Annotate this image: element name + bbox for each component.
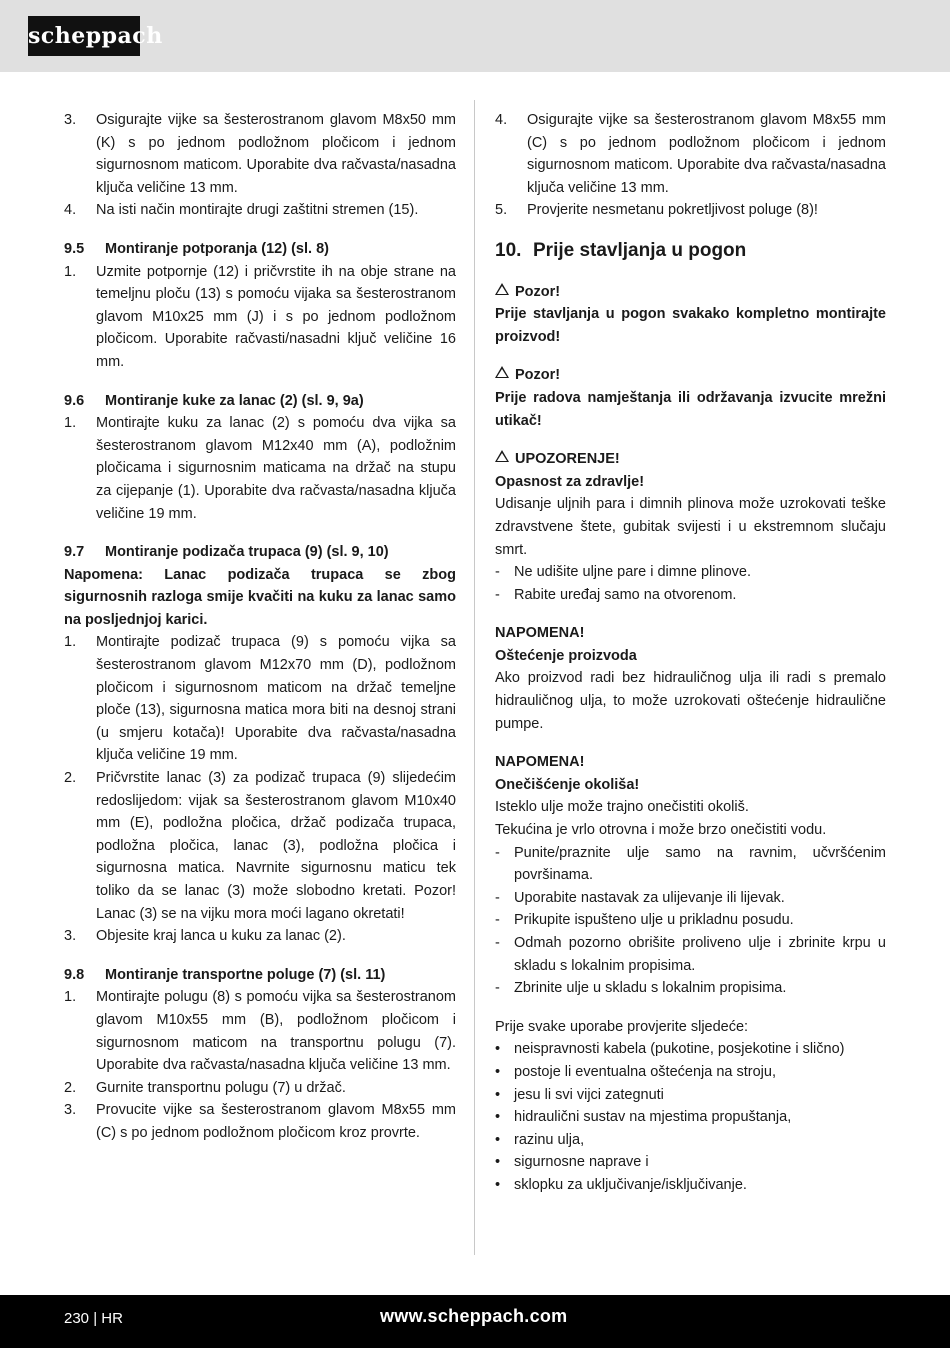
section-heading-9-6: 9.6 Montiranje kuke za lanac (2) (sl. 9, 9a): [64, 392, 364, 409]
list-item: • neispravnosti kabela (pukotine, posjekotine i slično): [495, 1041, 845, 1058]
warning-triangle-icon: [495, 366, 509, 378]
section-heading-9-5: 9.5 Montiranje potporanja (12) (sl. 8): [64, 240, 329, 257]
warning-label: UPOZORENJE!: [495, 448, 886, 471]
note-text: Tekućina je vrlo otrovna i može brzo onečistiti vodu.: [495, 822, 827, 839]
list-item: • sklopku za uključivanje/isključivanje.: [495, 1176, 747, 1193]
list-item: 1. Montirajte podizač trupaca (9) s pomoću vijka sa šesterostranom glavom M12x70 mm (D), podložnom pločicom i sigurnosnom maticom na držač temeljne ploče (13), sigurnosna matica mora biti na desnoj strani (u smjeru kotača)! Uporabite dva račvasta/nasadna ključa veličine 19 mm.: [64, 634, 456, 764]
warning-text: Prije stavljanja u pogon svakako kompletno montirajte proizvod!: [495, 306, 886, 345]
scheppach-logo: scheppach: [28, 16, 140, 56]
warning-text: Prije radova namještanja ili održavanja izvucite mrežni utikač!: [495, 389, 886, 429]
right-column: [495, 109, 886, 1197]
list-item: • hidraulični sustav na mjestima propuštanja,: [495, 1109, 792, 1126]
list-item: 4. Osigurajte vijke sa šesterostranom glavom M8x55 mm (C) s po jednom podložnom pločicom i jednom sigurnosnom maticom. Uporabite dva račvasta/nasadna ključa veličine 13 mm.: [495, 112, 886, 196]
note-subtitle: Oštećenje proizvoda: [495, 647, 637, 664]
page-number: 230 | HR: [64, 1310, 123, 1327]
note-text: Isteklo ulje može trajno onečistiti okoliš.: [495, 799, 749, 816]
list-item: 3. Objesite kraj lanca u kuku za lanac (2).: [64, 928, 346, 945]
list-item: 2. Pričvrstite lanac (3) za podizač trupaca (9) slijedećim redoslijedom: vijak sa šesterostranom glavom M10x40 mm (E), podložna pločica, držač podizača trupaca, podložna pločica, lanac (3), podložna pločica i sigurnosna matica. Navrnite sigurnosnu maticu tek toliko da se lanac (3) može slobodno kretati. Pozor! Lanac (3) se na vijku mora moći lagano okretati!: [64, 770, 456, 922]
list-item: • sigurnosne naprave i: [495, 1154, 649, 1171]
list-item: - Rabite uređaj samo na otvorenom.: [495, 586, 737, 603]
list-item: 1. Montirajte polugu (8) s pomoću vijka sa šesterostranom glavom M10x55 mm (B), podložnom pločicom i sigurnosnom maticom na transportnu polugu (7). Uporabite dva račvasta/nasadna ključa veličine 13 mm.: [64, 989, 456, 1074]
checklist-intro: Prije svake uporabe provjerite sljedeće:: [495, 1018, 749, 1035]
warning-triangle-icon: [495, 450, 509, 462]
list-item: 3. Osigurajte vijke sa šesterostranom glavom M8x50 mm (K) s po jednom podložnom pločicom i jednom sigurnosnom maticom. Uporabite dva račvasta/nasadna ključa veličine 13 mm.: [64, 112, 456, 196]
section-heading-9-8: 9.8 Montiranje transportne poluge (7) (sl. 11): [64, 966, 386, 983]
section-heading-9-7: 9.7 Montiranje podizača trupaca (9) (sl. 9, 10): [64, 544, 389, 561]
warning-text: Udisanje uljnih para i dimnih plinova može uzrokovati teške zdravstvene štete, gubitak svijesti i u ekstremnom slučaju smrt.: [495, 496, 886, 558]
list-item: 2. Gurnite transportnu polugu (7) u držač.: [64, 1079, 346, 1096]
chapter-heading: 10. Prije stavljanja u pogon: [495, 239, 747, 261]
warning-triangle-icon: [495, 283, 509, 295]
left-column: [64, 109, 456, 1145]
intro-list-left: [64, 109, 456, 222]
warning-label: Pozor!: [495, 364, 886, 387]
list-item: 1. Montirajte kuku za lanac (2) s pomoću dva vijka sa šesterostranom glavom M12x40 mm (A), podložnim pločicama i sigurnosnim maticama na držač na stupu za cijepanje (1). Uporabite dva račvasta/nasadna ključa veličine 19 mm.: [64, 415, 456, 522]
list-item: - Prikupite ispušteno ulje u prikladnu posudu.: [495, 912, 794, 929]
list-item: 5. Provjerite nesmetanu pokretljivost poluge (8)!: [495, 202, 818, 219]
list-item: - Odmah pozorno obrišite proliveno ulje i zbrinite krpu u skladu s lokalnim propisima.: [495, 935, 886, 974]
warning-subtitle: Opasnost za zdravlje!: [495, 473, 645, 490]
column-divider: [474, 100, 475, 1255]
list-item: 1. Uzmite potpornje (12) i pričvrstite ih na obje strane na temeljnu ploču (13) s pomoću vijaka sa šesterostranom glavom M10x25 mm (J) i s po jednom podložnom pločicom. Uporabite račvasti/nasadni ključ veličine 16 mm.: [64, 263, 456, 370]
note-subtitle: Onečišćenje okoliša!: [495, 776, 640, 793]
list-item: - Zbrinite ulje u skladu s lokalnim propisima.: [495, 980, 787, 997]
warning-label: Pozor!: [495, 281, 886, 304]
page-header: [0, 0, 950, 72]
list-item: - Uporabite nastavak za ulijevanje ili lijevak.: [495, 889, 785, 906]
list-item: 4. Na isti način montirajte drugi zaštitni stremen (15).: [64, 202, 419, 219]
safety-note: Napomena: Lanac podizača trupaca se zbog sigurnosnih razloga smije kvačiti na kuku za lanac samo na posljednjoj karici.: [64, 566, 456, 628]
list-item: • jesu li svi vijci zategnuti: [495, 1086, 664, 1103]
note-label: NAPOMENA!: [495, 625, 585, 642]
list-item: • razinu ulja,: [495, 1131, 585, 1148]
list-item: - Punite/praznite ulje samo na ravnim, učvršćenim površinama.: [495, 844, 886, 884]
list-item: 3. Provucite vijke sa šesterostranom glavom M8x55 mm (C) s po jednom podložnom pločicom kroz provrte.: [64, 1102, 456, 1141]
note-label: NAPOMENA!: [495, 754, 585, 771]
website-link[interactable]: www.scheppach.com: [380, 1306, 568, 1326]
list-item: - Ne udišite uljne pare i dimne plinove.: [495, 564, 751, 581]
note-text: Ako proizvod radi bez hidrauličnog ulja ili radi s premalo hidrauličnog ulja, to može uzrokovati oštećenje hidraulične pumpe.: [495, 670, 886, 732]
list-item: • postoje li eventualna oštećenja na stroju,: [495, 1063, 776, 1080]
